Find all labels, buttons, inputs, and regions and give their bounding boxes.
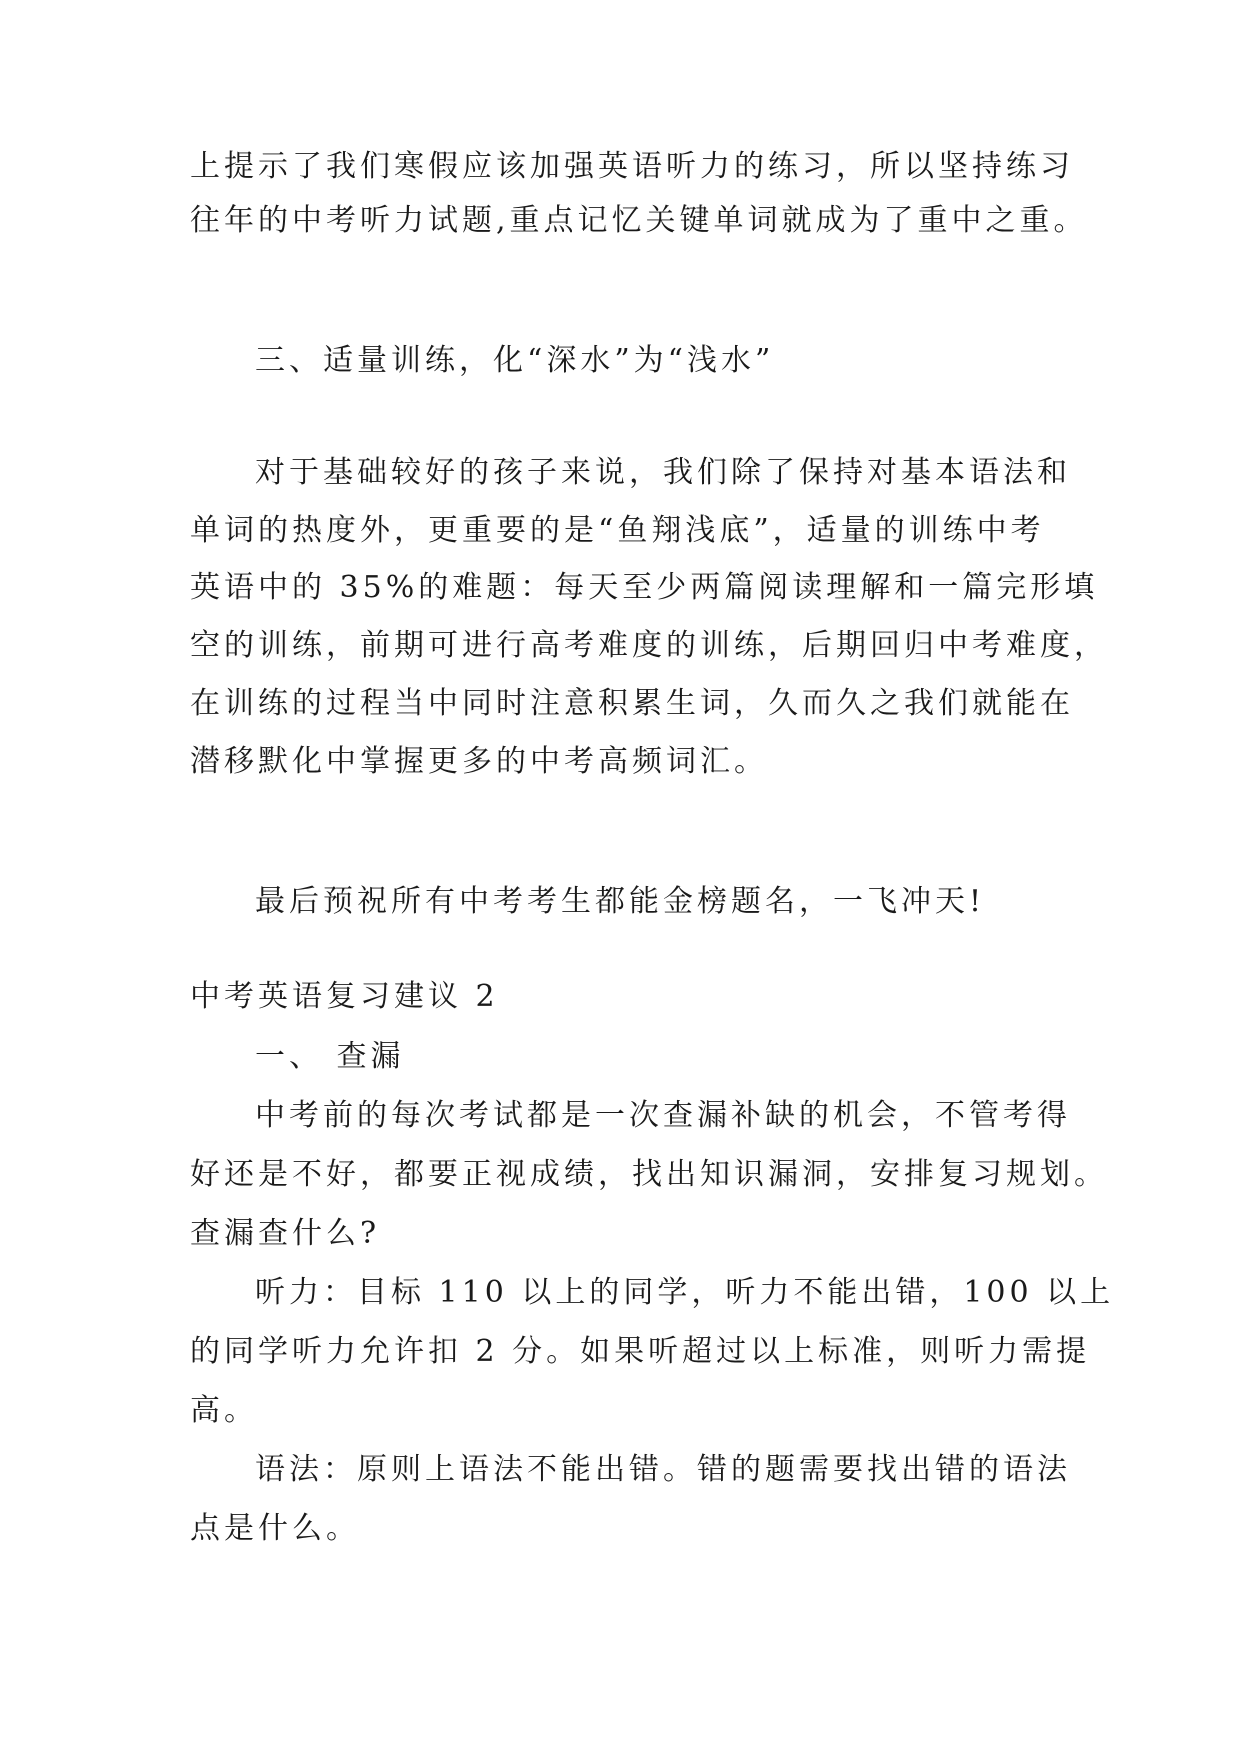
paragraph-line: 高。 bbox=[190, 1393, 258, 1428]
section-heading: 一、 查漏 bbox=[255, 1039, 405, 1074]
paragraph-line: 好还是不好，都要正视成绩，找出知识漏洞，安排复习规划。 bbox=[190, 1157, 1108, 1192]
paragraph-line: 空的训练，前期可进行高考难度的训练，后期回归中考难度， bbox=[190, 628, 1108, 663]
paragraph-line: 往年的中考听力试题,重点记忆关键单词就成为了重中之重。 bbox=[190, 203, 1088, 238]
paragraph-line: 语法：原则上语法不能出错。错的题需要找出错的语法 bbox=[255, 1452, 1071, 1487]
section-heading: 三、适量训练，化“深水”为“浅水” bbox=[255, 343, 775, 378]
paragraph-line: 单词的热度外，更重要的是“鱼翔浅底”，适量的训练中考 bbox=[190, 513, 1045, 548]
paragraph-line: 点是什么。 bbox=[190, 1511, 360, 1546]
paragraph-line: 中考前的每次考试都是一次查漏补缺的机会，不管考得 bbox=[255, 1098, 1071, 1133]
paragraph-line: 听力：目标 110 以上的同学，听力不能出错，100 以上 bbox=[255, 1275, 1115, 1310]
closing-line: 最后预祝所有中考考生都能金榜题名，一飞冲天! bbox=[255, 884, 986, 919]
paragraph-line: 英语中的 35%的难题：每天至少两篇阅读理解和一篇完形填 bbox=[190, 570, 1099, 605]
paragraph-line: 上提示了我们寒假应该加强英语听力的练习，所以坚持练习 bbox=[190, 149, 1074, 184]
paragraph-line: 的同学听力允许扣 2 分。如果听超过以上标准，则听力需提 bbox=[190, 1334, 1091, 1369]
paragraph-line: 在训练的过程当中同时注意积累生词，久而久之我们就能在 bbox=[190, 686, 1074, 721]
paragraph-line: 潜移默化中掌握更多的中考高频词汇。 bbox=[190, 744, 768, 779]
article-title: 中考英语复习建议 2 bbox=[190, 979, 499, 1014]
paragraph-line: 对于基础较好的孩子来说，我们除了保持对基本语法和 bbox=[255, 455, 1071, 490]
paragraph-line: 查漏查什么? bbox=[190, 1216, 381, 1251]
